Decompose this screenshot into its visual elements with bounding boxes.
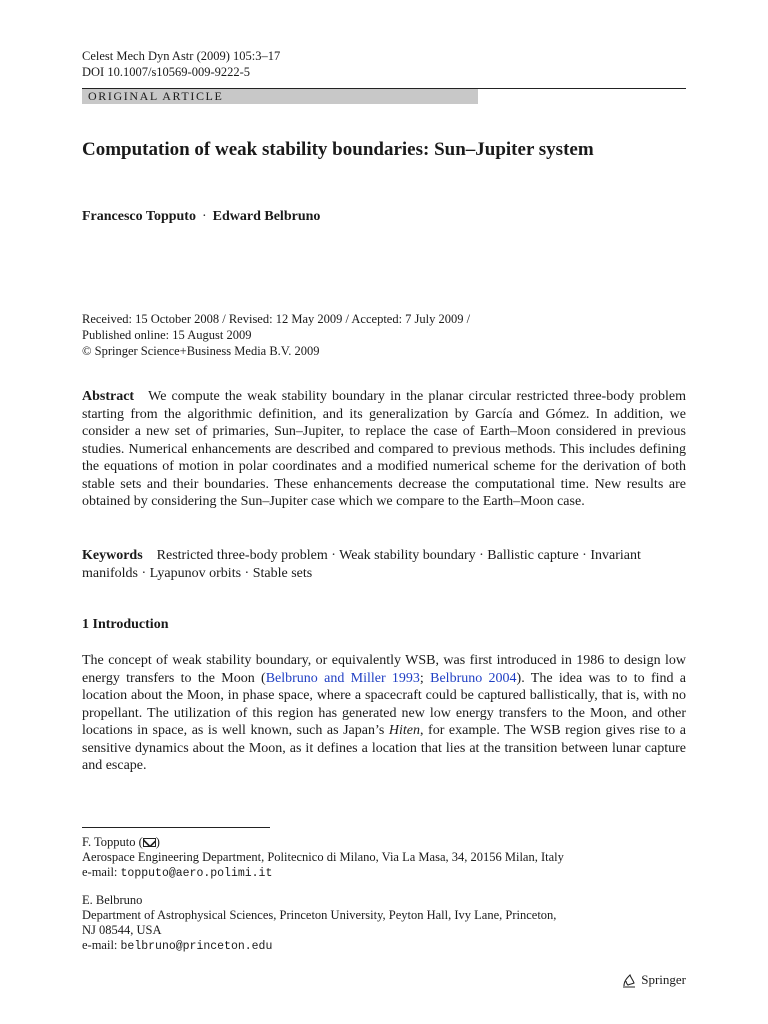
author-separator: ·	[201, 209, 207, 224]
author-footnotes	[82, 835, 686, 954]
author1-footnote	[82, 835, 686, 881]
author2-affiliation-line1: Department of Astrophysical Sciences, Princeton University, Peyton Hall, Ivy Lane, Princeton,	[82, 908, 557, 922]
author1-name-text: F. Topputo (	[82, 835, 143, 849]
journal-citation: Celest Mech Dyn Astr (2009) 105:3–17	[82, 49, 281, 63]
author-name: Edward Belbruno	[212, 209, 321, 224]
copyright: © Springer Science+Business Media B.V. 2009	[82, 344, 320, 358]
abstract	[82, 388, 686, 511]
published-online: Published online: 15 August 2009	[82, 328, 252, 342]
hiten-italic: Hiten	[388, 723, 420, 738]
received-revised-accepted: Received: 15 October 2008 / Revised: 12 May 2009 / Accepted: 7 July 2009 /	[82, 312, 471, 326]
author2-email[interactable]: belbruno@princeton.edu	[120, 940, 273, 953]
author2-footnote	[82, 893, 686, 954]
article-type-banner: ORIGINAL ARTICLE	[82, 89, 478, 104]
author-name: Francesco Topputo	[82, 209, 196, 224]
keywords	[82, 547, 686, 582]
author1-affiliation: Aerospace Engineering Department, Politecnico di Milano, Via La Masa, 34, 20156 Milan, Italy	[82, 850, 564, 864]
paper-title: Computation of weak stability boundaries: Sun–Jupiter system	[82, 139, 594, 160]
paper-page	[82, 0, 686, 1024]
email-label: e-mail:	[82, 938, 121, 952]
author2-email-line	[82, 938, 686, 954]
springer-logo-icon	[621, 972, 637, 988]
publisher-mark	[621, 972, 686, 988]
author1-email[interactable]: topputo@aero.polimi.it	[120, 867, 273, 880]
publication-dates	[82, 311, 470, 359]
author2-affiliation-line2: NJ 08544, USA	[82, 923, 162, 937]
section-heading: 1 Introduction	[82, 617, 169, 632]
author1-name	[82, 835, 686, 850]
email-label: e-mail:	[82, 865, 121, 879]
intro-text: The concept of weak stability boundary, or equivalently WSB, was first introduced in 1986 to design low energy transfers to the Moon (	[82, 653, 686, 686]
intro-text: , for example. The WSB region gives rise to a sensitive dynamics about the Moon, as it defines a location that lies at the transition between lunar capture and escape.	[82, 723, 686, 773]
journal-doi: DOI 10.1007/s10569-009-9222-5	[82, 65, 251, 79]
introduction-paragraph	[82, 652, 686, 775]
intro-text: ). The idea was to to find a location about the Moon, in phase space, where a spacecraft could be captured ballistically, that is, with no propellant. The utilization of this region has generated new low energy transfers to the Moon, and other locations in space, as is well known, such as Japan’s	[82, 670, 687, 738]
envelope-icon	[143, 838, 156, 847]
author2-name: E. Belbruno	[82, 893, 143, 907]
abstract-text: We compute the weak stability boundary in the planar circular restricted three-body problem starting from the algorithmic definition, and its generalization by García and Gómez. In addition, we consider a new set of primaries, Sun–Jupiter, to replace the case of Earth–Moon considered in previous studies. Numerical enhancements are described and compared to previous methods. This includes defining the equations of motion in polar coordinates and a modified numerical scheme for the derivation of both stable sets and their boundaries. These enhancements decrease the computational time. New results are obtained by considering the Sun–Jupiter case which we compare to the Earth–Moon case.	[82, 389, 686, 509]
keywords-text: Restricted three-body problem · Weak stability boundary · Ballistic capture · Invariant manifolds · Lyapunov orbits · Stable sets	[82, 548, 641, 581]
citation-link-belbruno-miller[interactable]: Belbruno and Miller 1993	[265, 670, 420, 686]
abstract-label: Abstract	[82, 389, 135, 404]
footnote-rule	[82, 827, 270, 828]
author1-email-line	[82, 865, 686, 881]
author-list	[82, 209, 320, 225]
journal-header	[82, 48, 280, 80]
author1-name-close: )	[155, 835, 160, 849]
keywords-label: Keywords	[82, 548, 143, 563]
citation-link-belbruno-2004[interactable]: Belbruno 2004	[430, 670, 517, 686]
citation-separator: ;	[419, 670, 431, 686]
publisher-name: Springer	[641, 972, 686, 987]
